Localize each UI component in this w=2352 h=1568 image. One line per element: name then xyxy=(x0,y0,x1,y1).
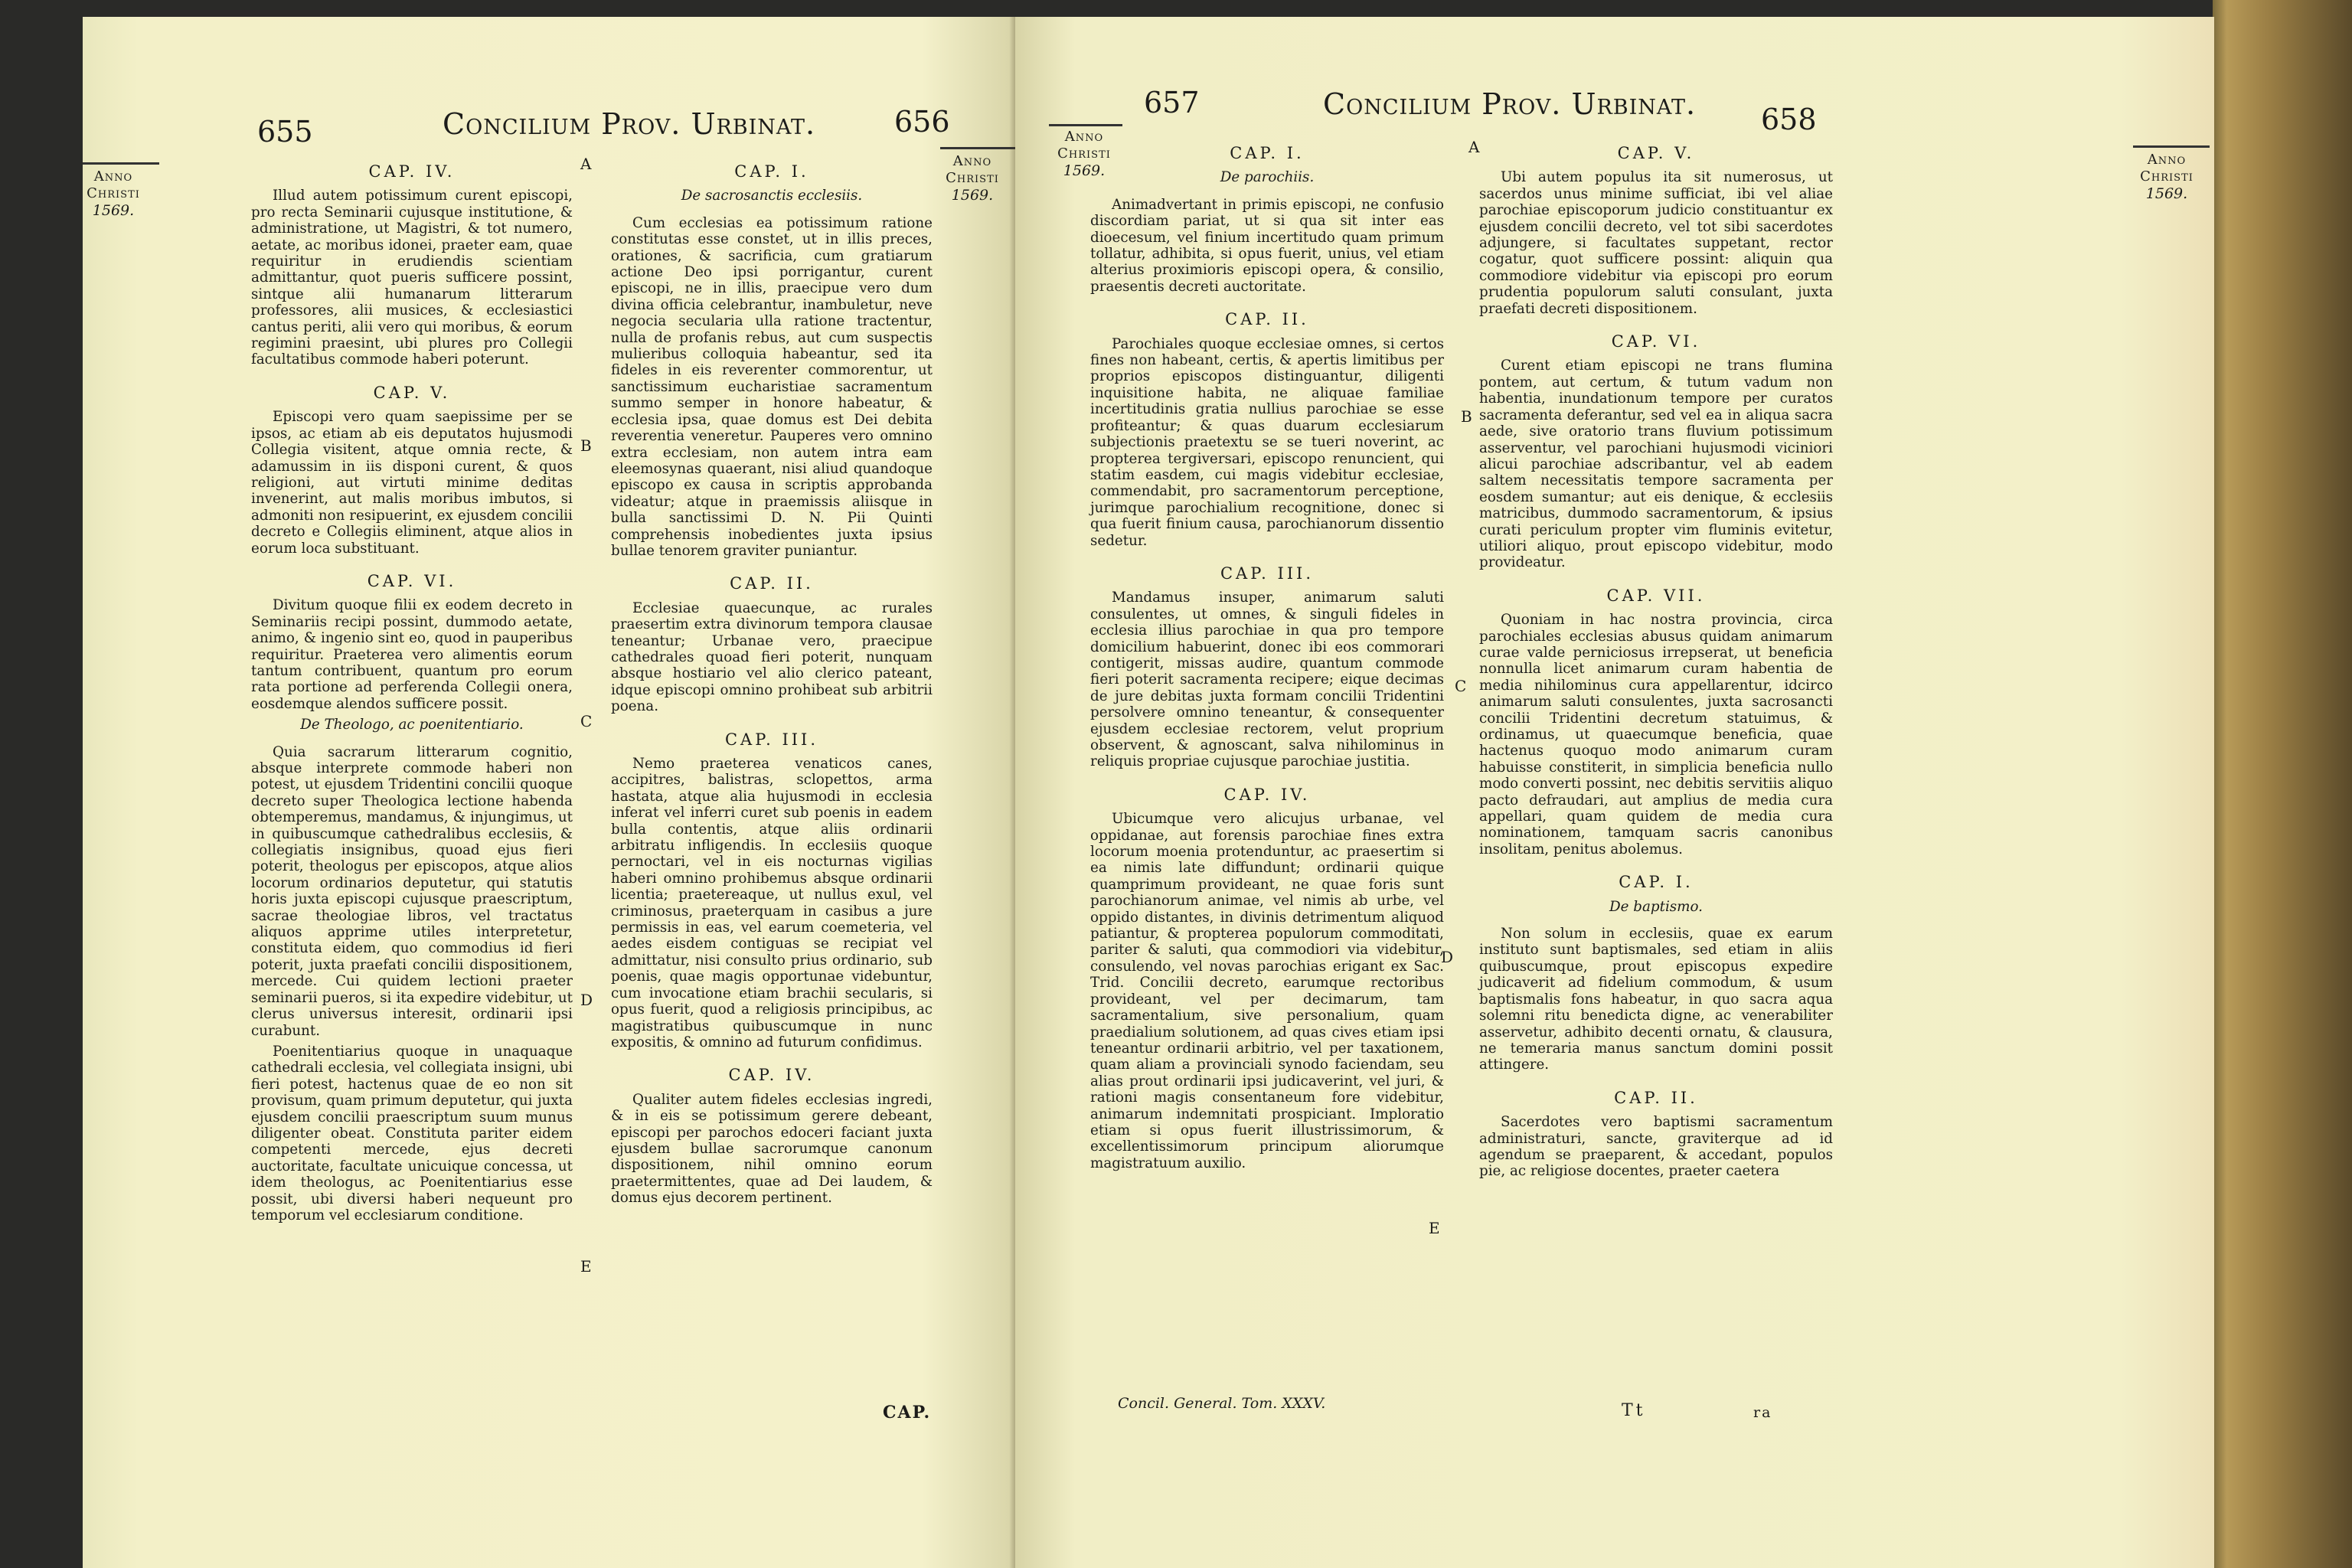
section-mark-d: D xyxy=(1441,948,1454,966)
paragraph: Ubicumque vero alicujus urbanae, vel oppidanae, aut forensis parochiae fines extra locorum moenia protenduntur, ac praesertim si ea nimis late diffundunt; ordinarii quique quamprimum provideant, ne quae foris sunt parochianorum animae, vel nimis ab urbe, vel oppido distantes, in divinis detrimentum aliquod patiantur, & propterea populorum commoditati, pariter & saluti, qua commodiori via videbitur, consulendo, vel novas parochias erigant ex Sac. Trid. Concilii decreto, earumque rectoribus provideant, vel per decimarum, tam sacramentalium, sive personalium, quam praedialium solutionem, ad quas cives etiam ipsi teneantur ordinarii arbitrio, vel per taxationem, quam aliam a provinciali synodo faciendam, seu alias prout ordinarii ipsi judicaverint, vel juri, & rationi magis consentaneum fore videbitur, animarum indemnitati prospiciant. Imploratio etiam si opus fuerit illustrissimorum, & excellentissimorum principum aliorumque magistratuum auxilio. xyxy=(1090,811,1444,1171)
paragraph: Qualiter autem fideles ecclesias ingredi, & in eis se potissimum gerere debeant, episcopi per parochos edoceri faciant juxta ejusdem bullae sacrorumque canonum dispositionem, nihil omnino eorum praetermittentes, quae ad Dei laudem, & domus ejus decorem pertinent. xyxy=(611,1091,933,1207)
page-number: 657 xyxy=(1144,86,1200,119)
anno-note-right: Anno Christi 1569. xyxy=(2140,152,2194,202)
paragraph: Mandamus insuper, animarum saluti consulentes, ut omnes, & singuli fideles in ecclesia illius parochiae in qua pro tempore domicilium habuerint, donec ibi eos commorari contigerit, missas audire, quantum commode fieri poterit sacramenta recipere; eique decimas de jure debitas juxta formam concilii Tridentini persolvere omnino teneantur, & consequenter ejusdem ecclesiae rectorem, velut proprium observent, & agnoscant, salva nihilominus in reliquis propriae cujusque parochiae justitia. xyxy=(1090,590,1444,770)
anno-note-right: Anno Christi 1569. xyxy=(946,153,999,204)
text-column-left xyxy=(1090,145,1444,1176)
paragraph: Episcopi vero quam saepissime per se ipsos, ac etiam ab eis deputatos hujusmodi Collegia visitent, atque omnia recte, & adamussim in iis disponi curent, & quos religioni, aut virtuti minime deditas invenerint, aut malis moribus imbutos, si admoniti non resipuerint, ex ejusdem concilii decreto e Collegiis eliminent, atque alios in eorum loca substituant. xyxy=(251,409,573,557)
text-column-left xyxy=(251,164,573,1228)
chapter-heading: CAP. V. xyxy=(1617,144,1695,162)
section-mark-a: A xyxy=(1468,138,1480,156)
page-number: 655 xyxy=(257,115,313,149)
catchword: CAP. xyxy=(883,1403,932,1423)
chapter-heading: CAP. VI. xyxy=(1611,332,1701,351)
catchword: ra xyxy=(1753,1404,1772,1421)
paragraph: Non solum in ecclesiis, quae ex earum instituto sunt baptismales, sed etiam in aliis quibuscumque, prout episcopus expedire judicaverit ad fidelium commodum, & usum baptismalis fons habeatur, in quo sacra aqua solemni ritu benedicta digne, ac venerabiliter asservetur, adhibito decenti ornatu, & clausura, ne temeraria manus sanctum domini possit attingere. xyxy=(1479,926,1833,1073)
paragraph: Divitum quoque filii ex eodem decreto in Seminariis recipi possint, dummodo aetate, animo, & ingenio sint eo, quod in pauperibus requiritur. Praeterea vero alimentis eorum tantum contribuent, quantum pro eorum rata portione ad perferenda Collegii onera, eosdemque alendos sufficere possit. xyxy=(251,597,573,712)
paragraph: Cum ecclesias ea potissimum ratione constitutas esse constet, ut in illis preces, orationes, & sacrificia, cum gratiarum actione Deo ipsi porrigantur, curent episcopi, ne in illis, praecipue vero dum divina officia celebrantur, inambuletur, neve negocia secularia ulla ratione tractentur, nulla de profanis rebus, aut cum suspectis mulieribus colloquia habeantur, sed ita fideles in eis reverenter commorentur, ut sanctissimum eucharistiae sacramentum summo semper in honore habeatur, & ecclesia ipsa, quae domus est Dei debita reverentia veneretur. Pauperes vero omnino extra ecclesiam, non autem intra eam eleemosynas quaerant, nisi aliud quandoque episcopo ex causa in scriptis approbanda videatur; atque in praemissis aliisque in bulla sanctissimi D. N. Pii Quinti comprehensis inobedientes juxta ipsius bullae tenorem graviter puniantur. xyxy=(611,214,933,559)
chapter-heading: CAP. III. xyxy=(724,730,819,749)
page-number: 658 xyxy=(1761,103,1817,136)
text-column-right xyxy=(1479,145,1833,1184)
paragraph: Ecclesiae quaecunque, ac rurales praesertim extra divinorum tempora clausae teneantur; Urbanae vero, praecipue cathedrales quoad fieri poterit, nunquam absque hostiario vel alio clerico pateant, idque episcopi omnino prohibeat sub arbitrii poena. xyxy=(611,599,933,715)
paragraph: Quia sacrarum litterarum cognitio, absque interprete commode haberi non potest, ut ejusdem Tridentini concilii quoque decreto super Theologica lectione habenda obtemperemus, mandamus, & injungimus, ut in quibuscumque cathedralibus ecclesiis, & collegiatis insignibus, quoad ejus fieri poterit, theologus per episcopos, atque alios locorum ordinarios deputetur, qui statutis horis juxta episcopi cujusque praescriptum, sacrae theologiae libros, vel tractatus aliquos apprime utiles interpretetur, constituta eidem, quo commodius id fieri poterit, juxta praefati concilii dispositionem, mercede. Cui quidem lectioni praeter seminarii pueros, si ita expedire videbitur, ut clerus universus interesit, ordinarii ipsi curabunt. xyxy=(251,743,573,1039)
paragraph: Curent etiam episcopi ne trans flumina pontem, aut certum, & tutum vadum non habentia, inundationum tempore per curatos sacramenta deferantur, sed vel ea in aliqua sacra aede, sive oratorio trans fluvium potissimum asserventur, vel parochiani hujusmodi viciniori alicui parochiae adscribantur, vel ab eadem saltem necessitatis tempore sacramenta per eosdem sumantur; aut eis denique, & ecclesiis matricibus, dummodo sacramentorum, & ipsius curati periculum propter vim fluminis evitetur, utiliori aliquo, prout episcopo videbitur, modo provideatur. xyxy=(1479,358,1833,571)
section-subtitle: De baptismo. xyxy=(1609,898,1703,915)
section-mark-e: E xyxy=(1429,1219,1440,1237)
paragraph: Nemo praeterea venaticos canes, accipitres, balistras, sclopettos, arma hastata, atque alia hujusmodi in ecclesia inferat vel inferri curet sub poenis in eadem bulla contentis, atque aliis ordinarii arbitratu infligendis. In ecclesiis quoque pernoctari, vel in eis nocturnas vigilias haberi omnino prohibemus absque ordinarii licentia; praetereaque, ut nullus exul, vel criminosus, praeterquam in casibus a jure permissis in eas, vel earum coemeteria, vel aedes eisdem contiguas se recipiat vel admittatur, nisi consulto prius ordinario, sub poenis, quae magis opportunae videbuntur, cum invocatione etiam brachii secularis, si opus fuerit, quod a religiosis principibus, ac magistratibus quibuscumque in nunc expositis, & omnino ad futurum confidimus. xyxy=(611,756,933,1050)
margin-rule xyxy=(1049,124,1122,126)
paragraph: Parochiales quoque ecclesiae omnes, si certos fines non habeant, certis, & apertis limitibus per proprios episcopos distinguantur, diligenti inquisitione habita, ne aliquae familiae incertitudinis gratia nullius parochiae se esse profiteantur; & quas duarum ecclesiarum subjectionis praetextu se se tueri noverint, ac propterea tergiversari, episcopo renuncient, qui statim easdem, cui magis videbitur ecclesiae, commendabit, pro sacramentorum perceptione, jurimque parochialium recognitione, donec si qua fuerit finium causa, parochianorum dissentio sedetur. xyxy=(1090,335,1444,549)
text-column-right xyxy=(611,164,933,1211)
footer-reference: Concil. General. Tom. XXXV. xyxy=(1118,1395,1326,1412)
section-mark-d: D xyxy=(580,991,593,1009)
paragraph: Ubi autem populus ita sit numerosus, ut sacerdos unus minime sufficiat, ibi vel aliae parochiae episcoporum judicio constituantur ex ejusdem concilii decreto, vel tot sibi sacerdotes adjungere, si facultates suppetant, rector cogatur, quot sufficere possint: aliquin qua commodiore videbitur via episcopi pro eorum prudentia populorum saluti consulant, juxta praefati decreti dispositionem. xyxy=(1479,169,1833,317)
paragraph: Illud autem potissimum curent episcopi, pro recta Seminarii cujusque institutione, & administratione, ut Magistri, & tot numero, aetate, ac moribus idonei, praeter eam, quae requiritur in erudiendis scientiam admittantur, quot pueris sufficere possint, sintque alii humanarum litterarum professores, alii musices, & ecclesiastici cantus periti, alii vero qui moribus, & eorum regimini praesint, ubi plures pro Collegii facultatibus commode haberi poterunt. xyxy=(251,188,573,368)
section-subtitle: De parochiis. xyxy=(1220,169,1315,186)
section-mark-a: A xyxy=(580,155,592,173)
chapter-heading: CAP. II. xyxy=(730,574,814,593)
running-head: Concilium Prov. Urbinat. xyxy=(443,107,816,141)
chapter-heading: CAP. V. xyxy=(373,383,451,402)
right-page xyxy=(1015,17,2214,1568)
section-mark-b: B xyxy=(1461,407,1472,426)
chapter-heading: CAP. II. xyxy=(1614,1088,1698,1107)
chapter-heading: CAP. II. xyxy=(1225,310,1309,329)
section-subtitle: De sacrosanctis ecclesiis. xyxy=(681,188,863,204)
signature-mark: Tt xyxy=(1622,1401,1646,1420)
chapter-heading: CAP. IV. xyxy=(728,1066,815,1085)
margin-rule xyxy=(83,162,159,165)
chapter-heading: CAP. I. xyxy=(1619,873,1694,892)
chapter-heading: CAP. IV. xyxy=(1223,785,1311,804)
margin-rule xyxy=(940,147,1015,149)
chapter-heading: CAP. VII. xyxy=(1606,586,1706,605)
chapter-heading: CAP. I. xyxy=(734,162,809,181)
margin-rule xyxy=(2133,145,2210,148)
book-edge xyxy=(2213,0,2352,1568)
section-mark-c: C xyxy=(1455,677,1467,695)
anno-note-left: Anno Christi 1569. xyxy=(87,168,140,219)
paragraph: Animadvertant in primis episcopi, ne confusio discordiam pariat, ut si qua sit inter eas dioecesum, vel finium incertitudo quam primum tollatur, adhibita, si opus fuerit, unius, vel etiam alterius proximioris episcopi opera, & consilio, praesentis decreti auctoritate. xyxy=(1090,196,1444,295)
paragraph: Poenitentiarius quoque in unaquaque cathedrali ecclesia, vel collegiata insigni, ubi fieri potest, hactenus quae de eo non sit provisum, quam primum deputetur, qui juxta ejusdem concilii praescriptum suum munus diligenter obeat. Constituta pariter eidem competenti mercede, ejus decreti auctoritate, facultate unicuique concessa, ut idem theologus, ac Poenitentiarius esse possit, ubi diversi haberi nequeunt pro temporum vel ecclesiarum conditione. xyxy=(251,1043,573,1223)
chapter-heading: CAP. IV. xyxy=(368,162,456,181)
paragraph: Quoniam in hac nostra provincia, circa parochiales ecclesias abusus quidam animarum curae valde perniciosus irrepserat, ut beneficia nonnulla licet animarum curam habentia de media nihilominus cura appellarentur, idcirco animarum saluti consulentes, juxta sacrosancti concilii Tridentini decretum statuimus, & ordinamus, ut quaecumque beneficia, quae hactenus quoquo modo animarum curam habuisse constiterit, in simplicia beneficia nullo modo converti possint, nec debitis servitiis aliquo pacto defraudari, aut amplius de media cura appellari, quam quidem de media cura nominationem, tamquam sacris canonibus insolitam, penitus abolemus. xyxy=(1479,612,1833,858)
anno-note-left: Anno Christi 1569. xyxy=(1057,129,1111,179)
paragraph: Sacerdotes vero baptismi sacramentum administraturi, sancte, graviterque ad id agendum se praeparent, & accedant, populos pie, ac religiose docentes, praeter caetera xyxy=(1479,1114,1833,1180)
section-mark-b: B xyxy=(580,436,592,455)
section-mark-e: E xyxy=(580,1257,592,1276)
section-mark-c: C xyxy=(580,712,593,730)
chapter-heading: CAP. III. xyxy=(1220,564,1315,583)
page-number: 656 xyxy=(894,105,950,139)
chapter-heading: CAP. I. xyxy=(1230,144,1305,162)
chapter-heading: CAP. VI. xyxy=(367,571,457,590)
left-page xyxy=(83,17,1015,1568)
section-subtitle: De Theologo, ac poenitentiario. xyxy=(300,717,524,733)
running-head: Concilium Prov. Urbinat. xyxy=(1323,87,1697,121)
